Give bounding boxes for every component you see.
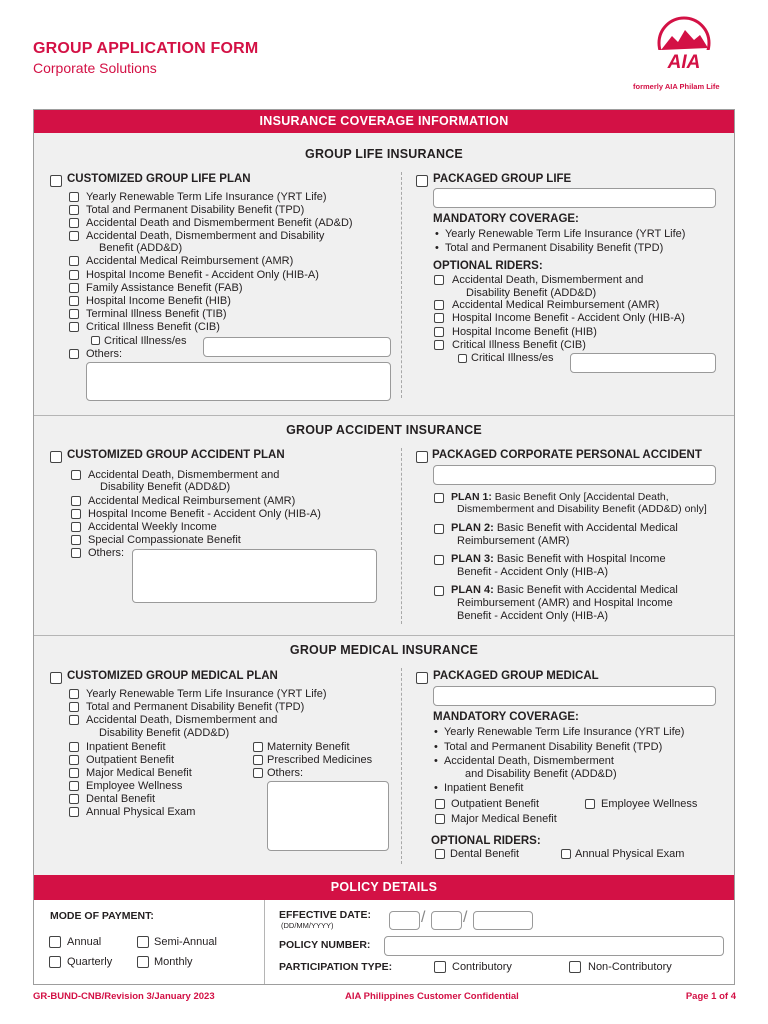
- mode-monthly-checkbox[interactable]: [137, 956, 149, 968]
- effective-date-hint: (DD/MM/YYYY): [281, 921, 334, 930]
- plan4-text: PLAN 4: Basic Benefit with Accidental Medical: [451, 584, 678, 596]
- plan1-text: PLAN 1: Basic Benefit Only [Accidental Death,: [451, 491, 669, 503]
- accident-item-checkbox[interactable]: [71, 522, 81, 532]
- mode-semiannual-label: Semi-Annual: [154, 936, 217, 948]
- accident-item-checkbox[interactable]: [71, 535, 81, 545]
- medical-heading: GROUP MEDICAL INSURANCE: [289, 643, 479, 657]
- accident-item-checkbox[interactable]: [71, 470, 81, 480]
- logo-caption: formerly AIA Philam Life: [633, 82, 720, 91]
- custom-life-title: CUSTOMIZED GROUP LIFE PLAN: [67, 173, 251, 185]
- custom-accident-title: CUSTOMIZED GROUP ACCIDENT PLAN: [67, 449, 285, 461]
- life-item-cont: Benefit (ADD&D): [99, 242, 183, 254]
- life-item: Terminal Illness Benefit (TIB): [86, 308, 227, 320]
- life-rider-checkbox[interactable]: [434, 313, 444, 323]
- medical-rider-checkbox[interactable]: [435, 849, 445, 859]
- plan4-text-cont: Reimbursement (AMR) and Hospital Income: [457, 597, 673, 609]
- life-divider: [401, 172, 402, 398]
- medical-mandatory-check: Major Medical Benefit: [451, 813, 557, 825]
- life-item-checkbox[interactable]: [69, 231, 79, 241]
- medical-item-checkbox[interactable]: [69, 807, 79, 817]
- life-item: Accidental Medical Reimbursement (AMR): [86, 255, 294, 267]
- accident-item: Accidental Death, Dismemberment and: [88, 469, 280, 481]
- mode-annual-checkbox[interactable]: [49, 936, 61, 948]
- coverage-bar: INSURANCE COVERAGE INFORMATION: [34, 110, 734, 133]
- section-divider: [34, 415, 734, 416]
- life-mandatory-item: • Yearly Renewable Term Life Insurance (YRT Life): [435, 228, 686, 240]
- medical-mandatory-checkbox[interactable]: [435, 814, 445, 824]
- life-item-checkbox[interactable]: [69, 205, 79, 215]
- medical-mandatory-title: MANDATORY COVERAGE:: [433, 711, 579, 723]
- date-year-input[interactable]: [473, 911, 533, 930]
- packaged-critical-input[interactable]: [570, 353, 716, 373]
- date-month-input[interactable]: [431, 911, 462, 930]
- life-item: Hospital Income Benefit (HIB): [86, 295, 231, 307]
- packaged-accident-title: PACKAGED CORPORATE PERSONAL ACCIDENT: [432, 449, 702, 461]
- medical-mandatory-cont: and Disability Benefit (ADD&D): [465, 768, 617, 780]
- accident-others-checkbox[interactable]: [71, 548, 81, 558]
- date-day-input[interactable]: [389, 911, 420, 930]
- contributory-checkbox[interactable]: [434, 961, 446, 973]
- medical-item: Major Medical Benefit: [86, 767, 192, 779]
- medical-mandatory-item: • Inpatient Benefit: [434, 782, 524, 794]
- life-item-checkbox[interactable]: [69, 192, 79, 202]
- mode-quarterly-label: Quarterly: [67, 956, 113, 968]
- mode-quarterly-checkbox[interactable]: [49, 956, 61, 968]
- packaged-critical-checkbox[interactable]: [458, 354, 467, 363]
- effective-date-label: EFFECTIVE DATE:: [279, 909, 371, 921]
- accident-others-label: Others:: [88, 547, 125, 559]
- life-item: Critical Illness Benefit (CIB): [86, 321, 220, 333]
- life-mandatory-title: MANDATORY COVERAGE:: [433, 213, 579, 225]
- accident-item-cont: Disability Benefit (ADD&D): [100, 481, 231, 493]
- medical-item: Prescribed Medicines: [267, 754, 373, 766]
- footer-confidential: AIA Philippines Customer Confidential: [345, 991, 519, 1002]
- participation-type-label: PARTICIPATION TYPE:: [279, 961, 393, 973]
- plan4-text-cont: Benefit - Accident Only (HIB-A): [457, 610, 608, 622]
- medical-item-checkbox[interactable]: [69, 742, 79, 752]
- medical-item-checkbox[interactable]: [69, 702, 79, 712]
- life-rider-checkbox[interactable]: [434, 275, 444, 285]
- medical-item: Inpatient Benefit: [86, 741, 166, 753]
- medical-mandatory-checkbox[interactable]: [585, 799, 595, 809]
- medical-item-checkbox[interactable]: [69, 755, 79, 765]
- policy-number-input[interactable]: [384, 936, 724, 956]
- medical-item-checkbox[interactable]: [69, 781, 79, 791]
- life-item-checkbox[interactable]: [69, 296, 79, 306]
- medical-item: Maternity Benefit: [267, 741, 350, 753]
- plan1-text-cont: Dismemberment and Disability Benefit (ADD&D) only]: [457, 503, 707, 515]
- footer-form-code: GR-BUND-CNB/Revision 3/January 2023: [33, 991, 215, 1002]
- life-item-checkbox[interactable]: [69, 283, 79, 293]
- packaged-accident-input[interactable]: [433, 465, 716, 485]
- packaged-life-input[interactable]: [433, 188, 716, 208]
- packaged-accident-checkbox[interactable]: [416, 451, 428, 463]
- packaged-life-title: PACKAGED GROUP LIFE: [433, 173, 572, 185]
- life-item-checkbox[interactable]: [69, 256, 79, 266]
- packaged-medical-title: PACKAGED GROUP MEDICAL: [433, 670, 599, 682]
- medical-item-checkbox[interactable]: [69, 794, 79, 804]
- accident-heading: GROUP ACCIDENT INSURANCE: [286, 423, 482, 437]
- life-rider: Critical Illness Benefit (CIB): [452, 339, 586, 351]
- life-others-checkbox[interactable]: [69, 349, 79, 359]
- medical-others-input[interactable]: [267, 781, 389, 851]
- noncontributory-label: Non-Contributory: [588, 961, 672, 973]
- medical-item: Dental Benefit: [86, 793, 156, 805]
- custom-medical-title: CUSTOMIZED GROUP MEDICAL PLAN: [67, 670, 278, 682]
- packaged-critical-label: Critical Illness/es: [471, 352, 554, 364]
- life-rider: Accidental Medical Reimbursement (AMR): [452, 299, 660, 311]
- medical-riders-title: OPTIONAL RIDERS:: [431, 835, 541, 847]
- packaged-medical-checkbox[interactable]: [416, 672, 428, 684]
- life-rider-cont: Disability Benefit (ADD&D): [466, 287, 597, 299]
- medical-mandatory-check: Outpatient Benefit: [451, 798, 540, 810]
- life-item: Accidental Death, Dismemberment and Disability: [86, 230, 325, 242]
- medical-item-checkbox[interactable]: [69, 768, 79, 778]
- medical-rider-checkbox[interactable]: [561, 849, 571, 859]
- life-heading: GROUP LIFE INSURANCE: [305, 147, 463, 161]
- custom-accident-checkbox[interactable]: [50, 451, 62, 463]
- life-rider-checkbox[interactable]: [434, 327, 444, 337]
- medical-mandatory-checkbox[interactable]: [435, 799, 445, 809]
- date-separator: /: [463, 909, 468, 926]
- contributory-label: Contributory: [452, 961, 512, 973]
- accident-item: Special Compassionate Benefit: [88, 534, 241, 546]
- policy-bar: POLICY DETAILS: [34, 875, 734, 900]
- mode-of-payment-label: MODE OF PAYMENT:: [50, 910, 154, 922]
- medical-rider: Dental Benefit: [450, 848, 520, 860]
- life-rider: Hospital Income Benefit - Accident Only (HIB-A): [452, 312, 685, 324]
- form-title: GROUP APPLICATION FORM: [33, 40, 259, 57]
- life-item-checkbox[interactable]: [69, 218, 79, 228]
- medical-others-label: Others:: [267, 767, 304, 779]
- life-rider-checkbox[interactable]: [434, 300, 444, 310]
- medical-item: Annual Physical Exam: [86, 806, 196, 818]
- medical-mandatory-item: • Yearly Renewable Term Life Insurance (YRT Life): [434, 726, 685, 738]
- life-others-label: Others:: [86, 348, 123, 360]
- medical-item-checkbox[interactable]: [69, 689, 79, 699]
- accident-divider: [401, 448, 402, 624]
- plan1-checkbox[interactable]: [434, 493, 444, 503]
- policy-number-label: POLICY NUMBER:: [279, 939, 371, 951]
- medical-item-cont: Disability Benefit (ADD&D): [99, 727, 230, 739]
- life-mandatory-item: • Total and Permanent Disability Benefit (TPD): [435, 242, 664, 254]
- life-item-checkbox[interactable]: [69, 309, 79, 319]
- medical-rider: Annual Physical Exam: [575, 848, 685, 860]
- accident-item-checkbox[interactable]: [71, 509, 81, 519]
- medical-item: Employee Wellness: [86, 780, 183, 792]
- critical-illness-label: Critical Illness/es: [104, 335, 187, 347]
- medical-divider: [401, 668, 402, 864]
- life-rider: Hospital Income Benefit (HIB): [452, 326, 597, 338]
- custom-life-checkbox[interactable]: [50, 175, 62, 187]
- critical-illness-checkbox[interactable]: [91, 336, 100, 345]
- plan3-checkbox[interactable]: [434, 555, 444, 565]
- logo-wordmark: AIA: [667, 52, 701, 73]
- medical-item: Yearly Renewable Term Life Insurance (YRT Life): [86, 688, 327, 700]
- plan2-text-cont: Reimbursement (AMR): [457, 535, 570, 547]
- noncontributory-checkbox[interactable]: [569, 961, 581, 973]
- plan4-checkbox[interactable]: [434, 586, 444, 596]
- accident-item: Accidental Medical Reimbursement (AMR): [88, 495, 296, 507]
- plan3-text-cont: Benefit - Accident Only (HIB-A): [457, 566, 608, 578]
- medical-item-checkbox[interactable]: [253, 755, 263, 765]
- life-item-checkbox[interactable]: [69, 322, 79, 332]
- plan2-checkbox[interactable]: [434, 524, 444, 534]
- medical-item-checkbox[interactable]: [69, 715, 79, 725]
- mode-annual-label: Annual: [67, 936, 102, 948]
- aia-logo: [652, 16, 716, 74]
- mode-semiannual-checkbox[interactable]: [137, 936, 149, 948]
- footer-page-number: Page 1 of 4: [685, 991, 736, 1002]
- life-item: Yearly Renewable Term Life Insurance (YRT Life): [86, 191, 327, 203]
- medical-mandatory-item: • Total and Permanent Disability Benefit (TPD): [434, 741, 663, 753]
- life-others-input[interactable]: [86, 362, 391, 401]
- life-riders-title: OPTIONAL RIDERS:: [433, 260, 543, 272]
- custom-medical-checkbox[interactable]: [50, 672, 62, 684]
- medical-mandatory-check: Employee Wellness: [601, 798, 698, 810]
- medical-item: Total and Permanent Disability Benefit (TPD): [86, 701, 305, 713]
- plan3-text: PLAN 3: Basic Benefit with Hospital Income: [451, 553, 666, 565]
- accident-item-checkbox[interactable]: [71, 496, 81, 506]
- life-item: Accidental Death and Dismemberment Benefit (AD&D): [86, 217, 353, 229]
- medical-mandatory-item: • Accidental Death, Dismemberment: [434, 755, 614, 767]
- packaged-life-checkbox[interactable]: [416, 175, 428, 187]
- section-divider: [34, 635, 734, 636]
- form-subtitle: Corporate Solutions: [33, 60, 157, 76]
- policy-divider: [264, 900, 265, 984]
- life-item: Hospital Income Benefit - Accident Only (HIB-A): [86, 269, 319, 281]
- medical-item-checkbox[interactable]: [253, 742, 263, 752]
- critical-illness-input[interactable]: [203, 337, 391, 357]
- life-item: Family Assistance Benefit (FAB): [86, 282, 243, 294]
- medical-others-checkbox[interactable]: [253, 768, 263, 778]
- life-rider-checkbox[interactable]: [434, 340, 444, 350]
- accident-item: Hospital Income Benefit - Accident Only (HIB-A): [88, 508, 321, 520]
- medical-item: Accidental Death, Dismemberment and: [86, 714, 278, 726]
- date-separator: /: [421, 909, 426, 926]
- packaged-medical-input[interactable]: [433, 686, 716, 706]
- life-item-checkbox[interactable]: [69, 270, 79, 280]
- plan2-text: PLAN 2: Basic Benefit with Accidental Medical: [451, 522, 678, 534]
- accident-others-input[interactable]: [132, 549, 377, 603]
- life-item: Total and Permanent Disability Benefit (TPD): [86, 204, 305, 216]
- mode-monthly-label: Monthly: [154, 956, 193, 968]
- accident-item: Accidental Weekly Income: [88, 521, 217, 533]
- medical-item: Outpatient Benefit: [86, 754, 175, 766]
- life-rider: Accidental Death, Dismemberment and: [452, 274, 644, 286]
